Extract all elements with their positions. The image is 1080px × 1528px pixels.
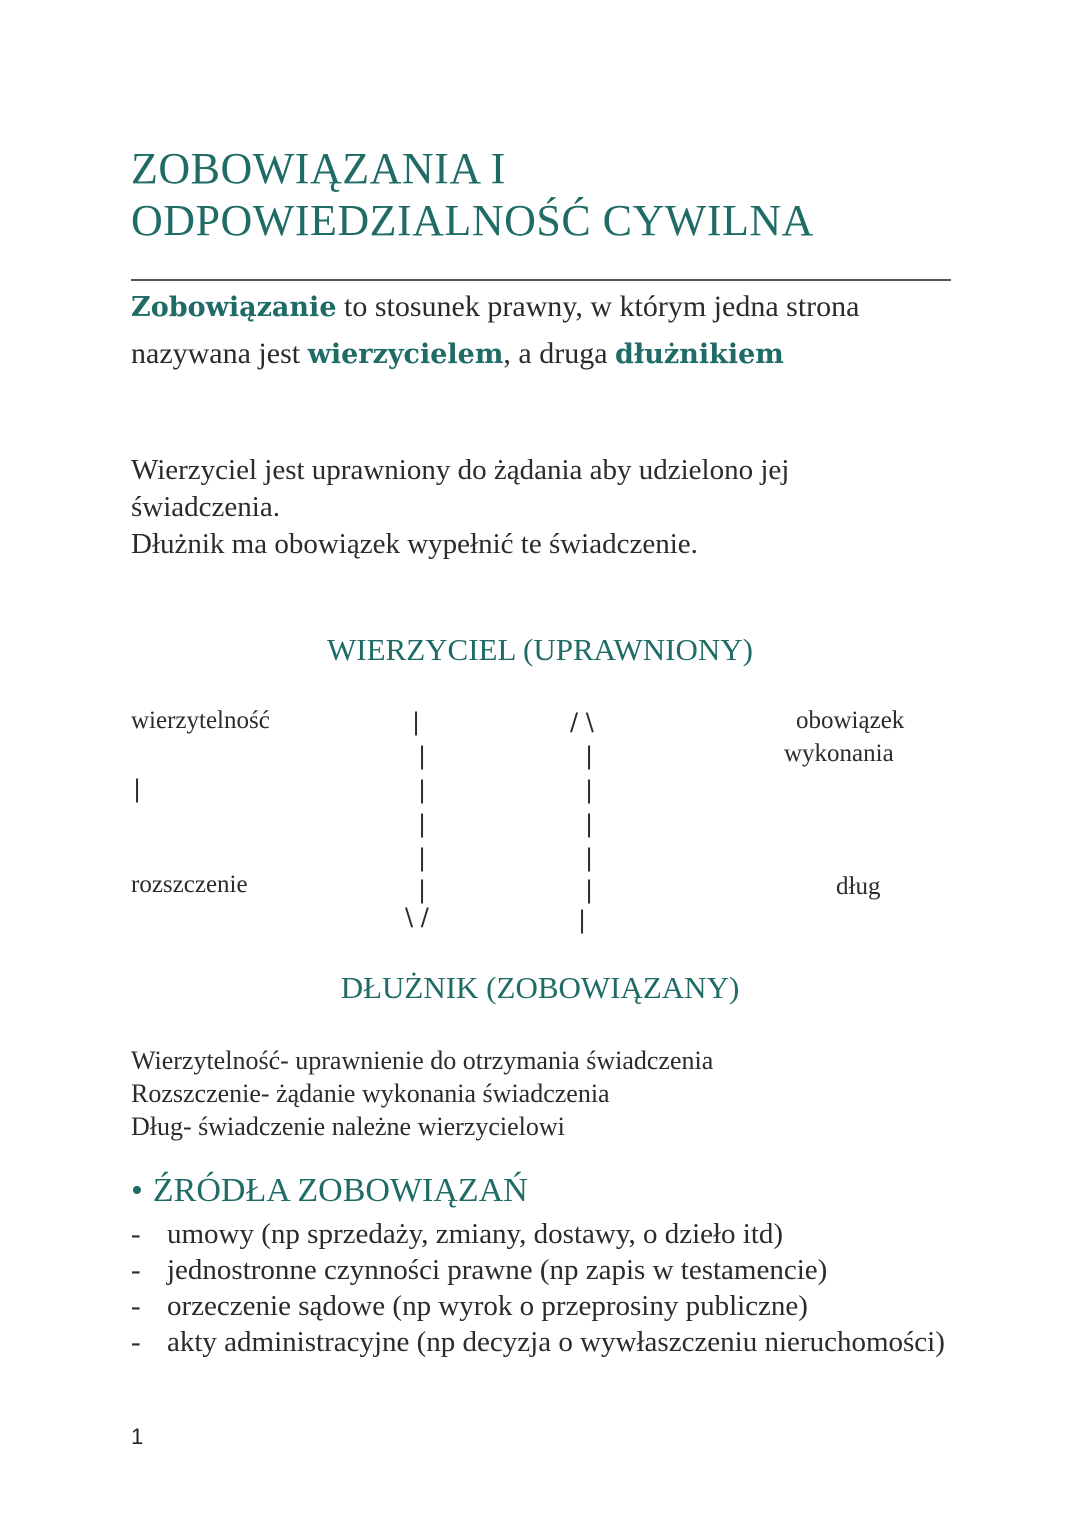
dash-icon: - — [131, 1254, 141, 1286]
paragraph-line-1: Wierzyciel jest uprawniony do żądania aby udzielono jej — [131, 454, 790, 486]
page-number: 1 — [131, 1424, 144, 1449]
up-arrow-head: / \ — [570, 708, 594, 736]
down-arrow-head: \ / — [405, 903, 429, 931]
title-divider — [131, 279, 951, 281]
creditor-debtor-paragraph — [131, 452, 951, 563]
diagram-bar: | — [578, 906, 587, 934]
diagram-label-debt: dług — [836, 873, 881, 900]
diagram-debtor-label: DŁUŻNIK (ZOBOWIĄZANY) — [340, 970, 740, 1005]
diagram-label-duty-line-2: wykonania — [784, 740, 894, 767]
diagram-bar: | — [418, 844, 427, 872]
diagram-bar: | — [585, 844, 594, 872]
list-item — [131, 1324, 951, 1360]
list-item-text: umowy (np sprzedaży, zmiany, dostawy, o dzieło itd) — [167, 1218, 784, 1250]
dash-icon: - — [131, 1326, 141, 1358]
diagram-bar: | — [412, 708, 421, 736]
sources-heading-text: ŹRÓDŁA ZOBOWIĄZAŃ — [152, 1172, 528, 1209]
diagram-bar: | — [585, 742, 594, 770]
dash-icon: - — [131, 1290, 141, 1322]
diagram-label-demand: rozszczenie — [131, 871, 248, 898]
paragraph-line-3: Dłużnik ma obowiązek wypełnić te świadczenie. — [131, 528, 698, 560]
page-title — [131, 143, 951, 247]
bullet-icon: • — [131, 1172, 143, 1209]
sources-list — [131, 1216, 951, 1360]
definition-claim: Wierzytelność- uprawnienie do otrzymania świadczenia — [131, 1046, 714, 1075]
term-obligation: Zobowiązanie — [131, 292, 337, 323]
sources-heading — [131, 1172, 528, 1210]
list-item-text: orzeczenie sądowe (np wyrok o przeprosiny publiczne) — [167, 1290, 808, 1322]
list-item — [131, 1252, 951, 1288]
diagram-label-claim-right: wierzytelność — [131, 707, 270, 734]
dash-icon: - — [131, 1218, 141, 1250]
diagram-bar: | — [418, 810, 427, 838]
diagram-bar: | — [418, 876, 427, 904]
diagram-label-duty-line-1: obowiązek — [796, 707, 905, 734]
diagram-creditor-label: WIERZYCIEL (UPRAWNIONY) — [327, 632, 753, 667]
diagram-bar: | — [585, 810, 594, 838]
list-item — [131, 1288, 951, 1324]
definition-demand: Rozszczenie- żądanie wykonania świadczenia — [131, 1079, 610, 1108]
diagram-bar: | — [418, 742, 427, 770]
list-item-text: akty administracyjne (np decyzja o wywłaszczeniu nieruchomości) — [167, 1326, 945, 1358]
list-item — [131, 1216, 951, 1252]
paragraph-line-2: świadczenia. — [131, 491, 280, 523]
diagram-bar: | — [133, 775, 142, 803]
definition-debt: Dług- świadczenie należne wierzycielowi — [131, 1112, 565, 1141]
list-item-text: jednostronne czynności prawne (np zapis w testamencie) — [167, 1254, 828, 1286]
intro-paragraph — [131, 284, 961, 378]
intro-text-1: to stosunek prawny, w którym jedna strona nazywana jest — [131, 290, 860, 370]
term-debtor: dłużnikiem — [615, 339, 784, 370]
title-line-2: ODPOWIEDZIALNOŚĆ CYWILNA — [131, 196, 814, 245]
diagram-bar: | — [585, 776, 594, 804]
intro-text-2: , a druga — [503, 337, 616, 370]
definitions — [131, 1044, 951, 1143]
title-line-1: ZOBOWIĄZANIA I — [131, 144, 506, 193]
term-creditor: wierzycielem — [307, 339, 504, 370]
diagram-bar: | — [585, 876, 594, 904]
diagram-bar: | — [418, 776, 427, 804]
